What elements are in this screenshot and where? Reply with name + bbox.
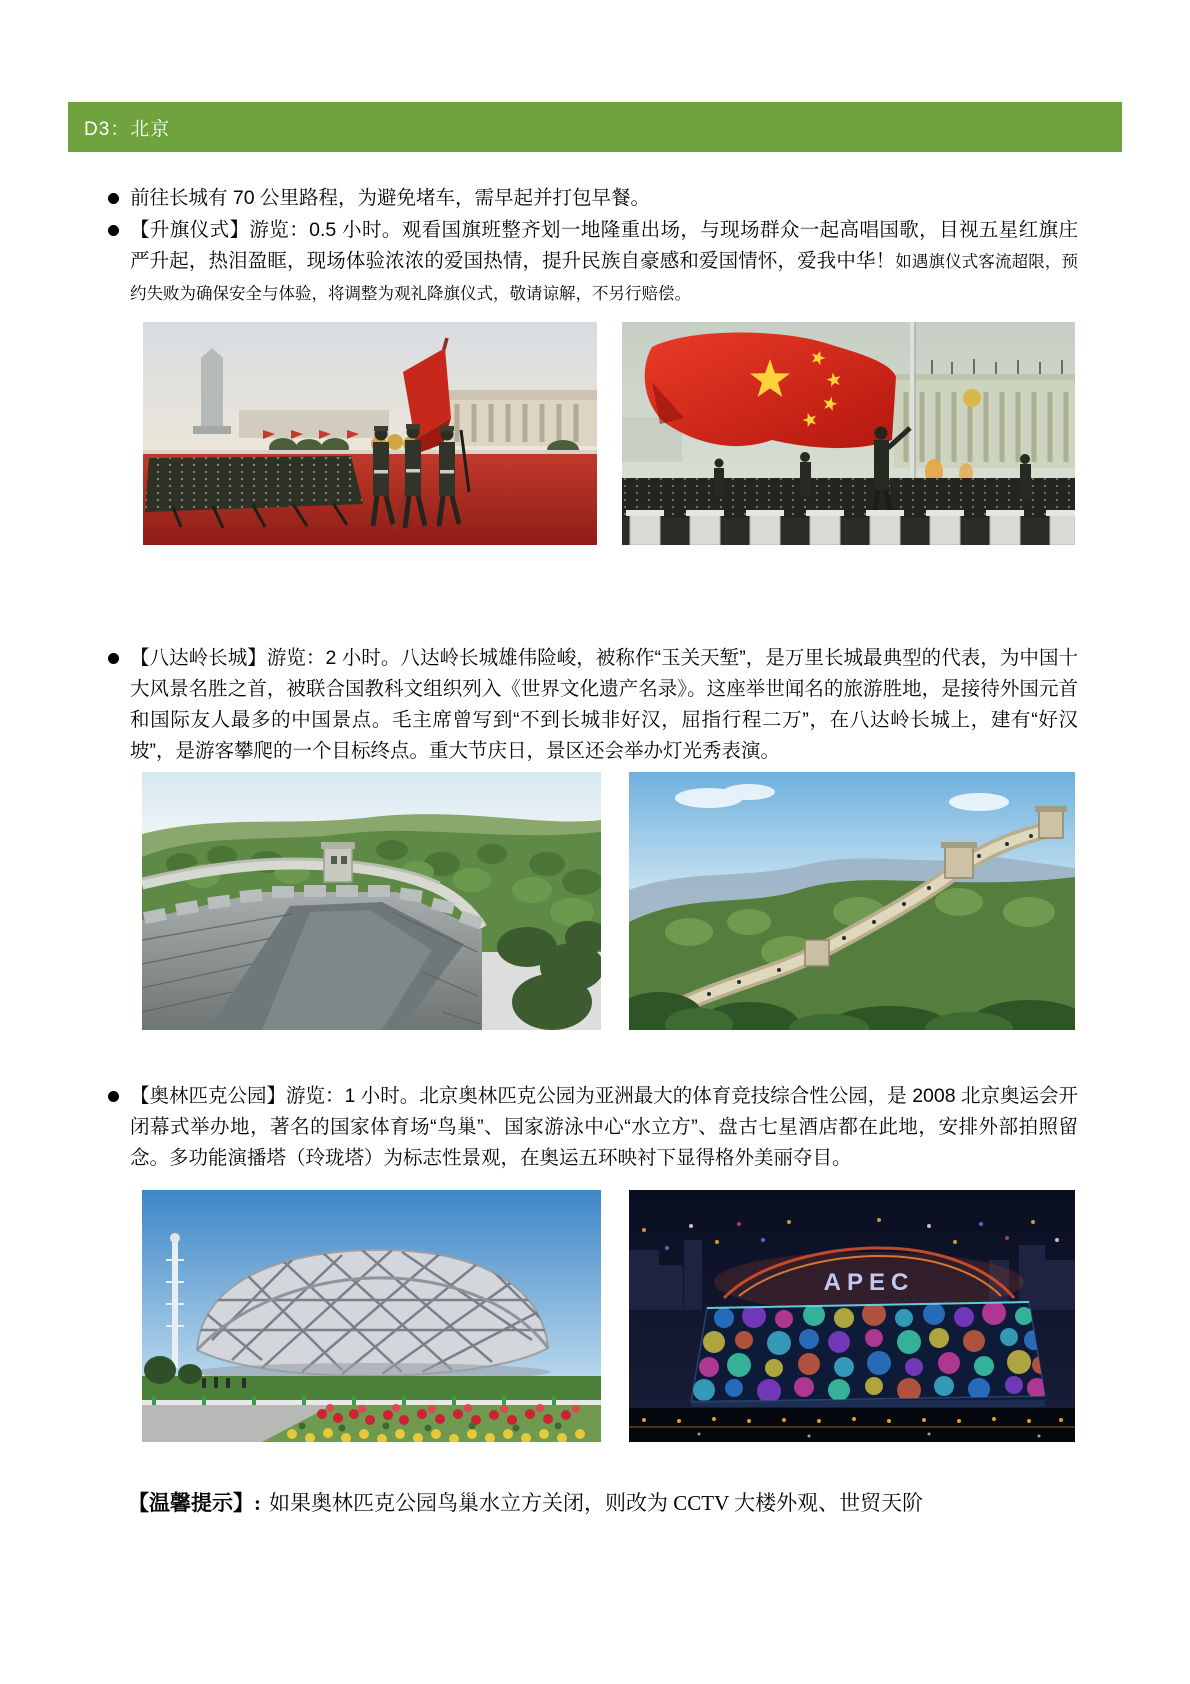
- warm-tip-note: [128, 1487, 1078, 1517]
- bullet-4-text: 【奥林匹克公园】游览：1 小时。北京奥林匹克公园为亚洲最大的体育竞技综合性公园，是 2008 北京奥运会开闭幕式举办地，著名的国家体育场“鸟巢”、国家游泳中心“水立方”、盘古七星酒店都在此地，安排外部拍照留念。多功能演播塔（玲珑塔）为标志性景观，在奥运五环映衬下显得格外美丽夺目。: [130, 1085, 1078, 1169]
- bullet-item-great-wall: [103, 643, 1078, 768]
- bullet-dot: [108, 653, 119, 664]
- photo-tiananmen-flag-guard-march: [143, 322, 597, 545]
- bullet-text-wrap: [130, 215, 1078, 310]
- great-wall-ridge-illustration: [629, 772, 1075, 1030]
- bullet-item-flag-ceremony: [103, 215, 1078, 310]
- bullet-item-breakfast-note: [103, 183, 1078, 215]
- bullet-1-text: 前往长城有 70 公里路程，为避免堵车，需早起并打包早餐。: [130, 187, 651, 209]
- warm-tip-text: 如果奥林匹克公园鸟巢水立方关闭，则改为 CCTV 大楼外观、世贸天阶: [269, 1491, 924, 1515]
- apec-sign: APEC: [823, 1269, 915, 1296]
- bullet-item-olympic-park: [103, 1081, 1078, 1175]
- great-wall-closeup-illustration: [142, 772, 601, 1030]
- photo-badaling-great-wall-closeup: [142, 772, 601, 1030]
- bullet-text-wrap: [130, 1081, 1078, 1175]
- day-header: [68, 102, 1122, 152]
- flag-raising-illustration: [622, 322, 1075, 545]
- photo-birds-nest-stadium: [142, 1190, 601, 1442]
- flag-guard-march-illustration: [143, 322, 597, 545]
- birds-nest-illustration: [142, 1190, 601, 1442]
- day-header-label: D3：北京: [84, 118, 171, 140]
- photo-great-wall-ridge-view: [629, 772, 1075, 1030]
- bullet-dot: [108, 193, 119, 204]
- bullet-2-text: 【升旗仪式】游览：0.5 小时。观看国旗班整齐划一地隆重出场，与现场群众一起高唱国歌，目视五星红旗庄严升起，热泪盈眶，现场体验浓浓的爱国热情，提升民族自豪感和爱国情怀，爱我中华！: [130, 219, 1078, 272]
- bullet-dot: [108, 225, 119, 236]
- bullet-3-text: 【八达岭长城】游览：2 小时。八达岭长城雄伟险峻，被称作“玉关天堑”，是万里长城最典型的代表，为中国十大风景名胜之首，被联合国教科文组织列入《世界文化遗产名录》。这座举世闻名的旅游胜地，是接待外国元首和国际友人最多的中国景点。毛主席曾写到“不到长城非好汉，屈指行程二万”，在八达岭长城上，建有“好汉坡”，是游客攀爬的一个目标终点。重大节庆日，景区还会举办灯光秀表演。: [130, 647, 1078, 762]
- bullet-2-note: 如遇旗仪式客流超限，预约失败为确保安全与体验，将调整为观礼降旗仪式，敬请谅解，不另行赔偿。: [130, 253, 1078, 303]
- bullet-text-wrap: [130, 643, 1078, 768]
- warm-tip-label: 【温馨提示】:: [128, 1491, 261, 1515]
- bullet-dot: [108, 1091, 119, 1102]
- photo-water-cube-night: [629, 1190, 1075, 1442]
- photo-tiananmen-flag-raising: [622, 322, 1075, 545]
- water-cube-illustration: [629, 1190, 1075, 1442]
- bullet-text-wrap: [130, 183, 1078, 215]
